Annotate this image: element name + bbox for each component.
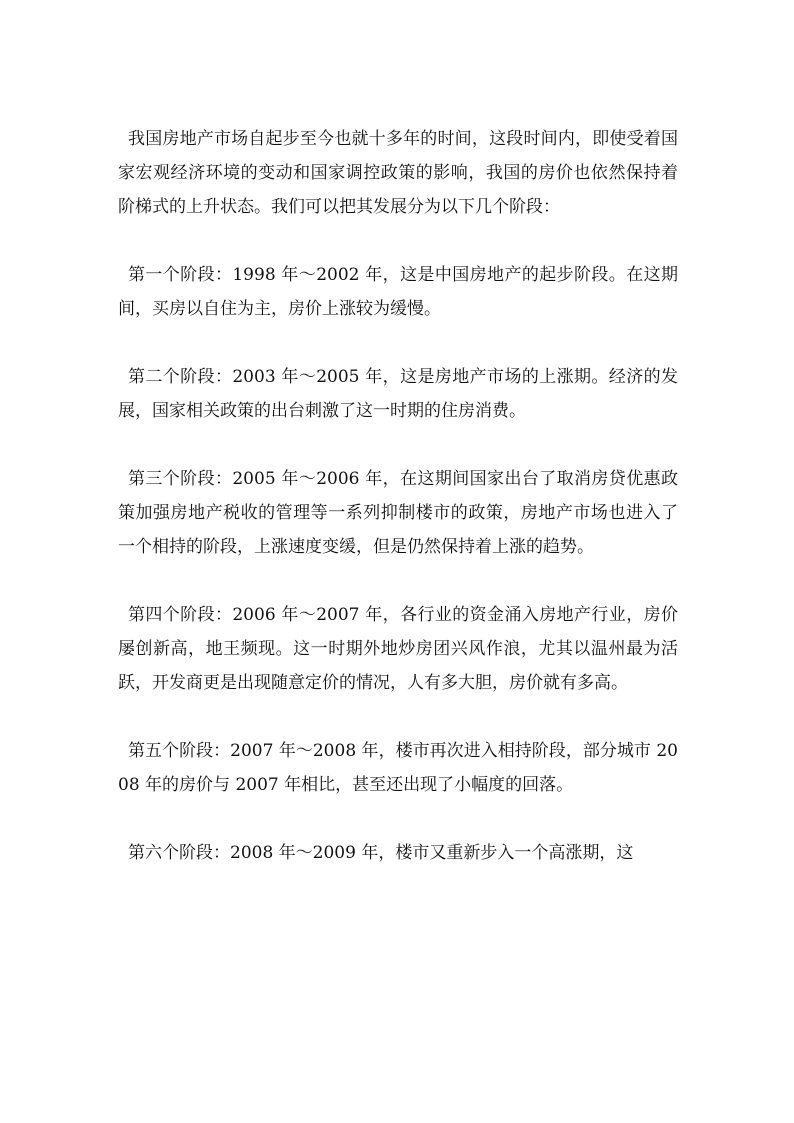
intro-paragraph: 我国房地产市场自起步至今也就十多年的时间，这段时间内，即使受着国家宏观经济环境的变动和国家调控政策的影响，我国的房价也依然保持着阶梯式的上升状态。我们可以把其发展分为以下几个阶段：: [118, 129, 678, 217]
stage-6-paragraph: 第六个阶段：2008 年～2009 年，楼市又重新步入一个高涨期，这: [128, 843, 634, 863]
stage-5-paragraph: 第五个阶段：2007 年～2008 年，楼市再次进入相持阶段，部分城市 2008 年的房价与 2007 年相比，甚至还出现了小幅度的回落。: [118, 741, 678, 795]
stage-2-paragraph: 第二个阶段：2003 年～2005 年，这是房地产市场的上涨期。经济的发展，国家相关政策的出台刺激了这一时期的住房消费。: [118, 367, 678, 421]
stage-1-paragraph: 第一个阶段：1998 年～2002 年，这是中国房地产的起步阶段。在这期间，买房以自住为主，房价上涨较为缓慢。: [118, 265, 678, 319]
stage-3-paragraph: 第三个阶段：2005 年～2006 年，在这期间国家出台了取消房贷优惠政策加强房地产税收的管理等一系列抑制楼市的政策，房地产市场也进入了一个相持的阶段，上涨速度变缓，但是仍然保持着上涨的趋势。: [118, 469, 678, 557]
stage-4-paragraph: 第四个阶段：2006 年～2007 年，各行业的资金涌入房地产行业，房价屡创新高，地王频现。这一时期外地炒房团兴风作浪，尤其以温州最为活跃，开发商更是出现随意定价的情况，人有多大胆，房价就有多高。: [118, 605, 678, 693]
document-body: [118, 122, 678, 904]
